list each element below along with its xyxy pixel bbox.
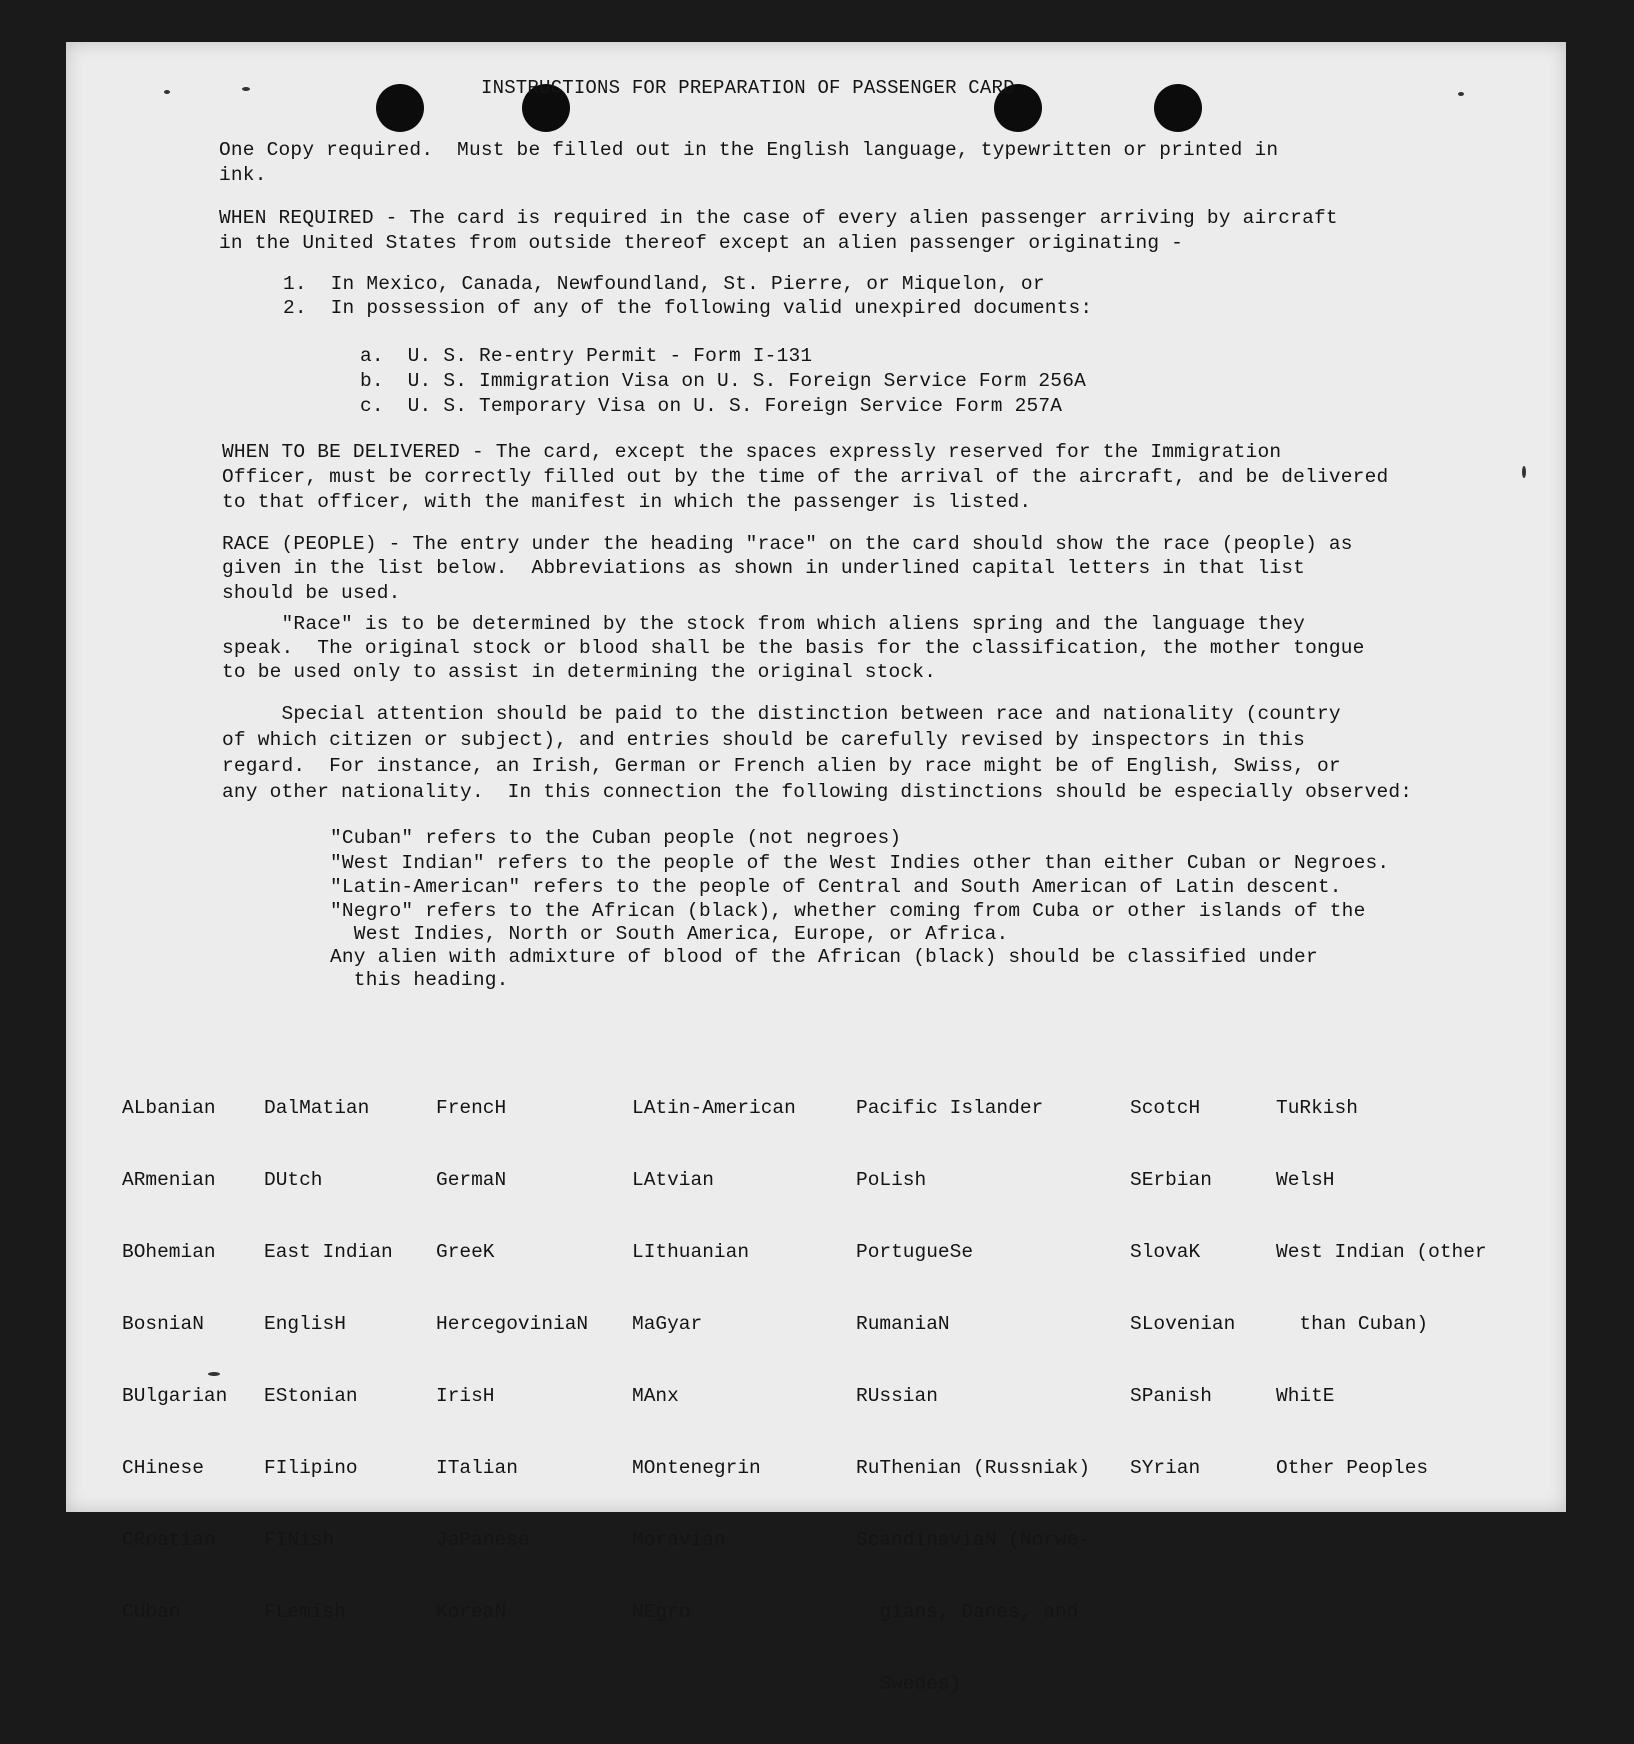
race-entry: SPanish [1130,1385,1212,1407]
race-entry: ARmenian [122,1169,216,1191]
race-entry: LAtin-American [632,1097,796,1119]
distinction-line: Any alien with admixture of blood of the African (black) should be classified under [330,946,1318,968]
race-entry: JaPanese [436,1529,530,1551]
race-entry: gians, Danes, and [856,1601,1079,1623]
document-item: a. U. S. Re-entry Permit - Form I-131 [360,345,813,367]
intro-line: One Copy required. Must be filled out in the English language, typewritten or printed in [219,139,1279,161]
ink-speck [242,87,250,91]
race-entry: SlovaK [1130,1241,1201,1263]
intro-line: ink. [219,164,267,186]
distinction-line: "Negro" refers to the African (black), whether coming from Cuba or other islands of the [330,900,1366,922]
race-entry: BosniaN [122,1313,204,1335]
ink-speck [164,90,170,94]
race-entry: Moravian [632,1529,726,1551]
race-line: RACE (PEOPLE) - The entry under the heading "race" on the card should show the race (people) as [222,533,1353,555]
race-entry: SErbian [1130,1169,1212,1191]
race-entry: RuThenian (Russniak) [856,1457,1091,1479]
race-entry: Pacific Islander [856,1097,1044,1119]
race-line: given in the list below. Abbreviations as shown in underlined capital letters in that list [222,557,1306,579]
race-paragraph-line: speak. The original stock or blood shall be the basis for the classification, the mother tongue [222,637,1365,659]
document-item: b. U. S. Immigration Visa on U. S. Foreign Service Form 256A [360,370,1087,392]
distinction-paragraph-line: regard. For instance, an Irish, German or French alien by race might be of English, Swiss, or [222,755,1341,777]
race-entry: GermaN [436,1169,507,1191]
punch-hole-4 [1154,84,1202,132]
race-entry: LIthuanian [632,1241,750,1263]
race-entry: SYrian [1130,1457,1201,1479]
race-entry: DalMatian [264,1097,370,1119]
race-entry: FrencH [436,1097,507,1119]
when-required-line: in the United States from outside thereof except an alien passenger originating - [219,232,1184,254]
race-entry: West Indian (other [1276,1241,1487,1263]
race-list-column-2 [264,1048,393,1672]
distinction-line: "Latin-American" refers to the people of Central and South American of Latin descent. [330,876,1342,898]
race-entry: MaGyar [632,1313,703,1335]
race-entry: IrisH [436,1385,495,1407]
origin-item: 1. In Mexico, Canada, Newfoundland, St. Pierre, or Miquelon, or [283,273,1045,295]
race-entry: PortugueSe [856,1241,974,1263]
race-entry: TuRkish [1276,1097,1358,1119]
distinction-line: West Indies, North or South America, Europe, or Africa. [330,923,1009,945]
punch-hole-1 [376,84,424,132]
distinction-paragraph-line: any other nationality. In this connection the following distinctions should be especially observed: [222,781,1413,803]
when-delivered-line: Officer, must be correctly filled out by the time of the arrival of the aircraft, and be delivered [222,466,1389,488]
race-entry: GreeK [436,1241,495,1263]
document-title: INSTRUCTIONS FOR PREPARATION OF PASSENGER CARD [481,77,1015,99]
race-entry: MOntenegrin [632,1457,761,1479]
origin-item: 2. In possession of any of the following valid unexpired documents: [283,297,1093,319]
race-entry: CRoatian [122,1529,216,1551]
when-delivered-line: WHEN TO BE DELIVERED - The card, except the spaces expressly reserved for the Immigration [222,441,1282,463]
race-entry: BOhemian [122,1241,216,1263]
race-entry: HercegoviniaN [436,1313,589,1335]
distinction-paragraph-line: of which citizen or subject), and entries should be carefully revised by inspectors in this [222,729,1306,751]
distinction-line: "Cuban" refers to the Cuban people (not negroes) [330,827,902,849]
race-entry: NEgro [632,1601,691,1623]
race-entry: WelsH [1276,1169,1335,1191]
when-required-line: WHEN REQUIRED - The card is required in the case of every alien passenger arriving by aircraft [219,207,1338,229]
distinction-paragraph-line: Special attention should be paid to the distinction between race and nationality (country [222,703,1341,725]
race-entry: WhitE [1276,1385,1335,1407]
race-entry: FINish [264,1529,335,1551]
race-entry: DUtch [264,1169,323,1191]
race-entry: than Cuban) [1276,1313,1429,1335]
document-page [66,42,1566,1695]
race-entry: EStonian [264,1385,358,1407]
race-entry: MAnx [632,1385,679,1407]
distinction-line: this heading. [330,969,509,991]
race-entry: EnglisH [264,1313,346,1335]
race-entry: FLemish [264,1601,346,1623]
race-entry: PoLish [856,1169,927,1191]
race-entry: RUssian [856,1385,938,1407]
race-entry: SLovenian [1130,1313,1236,1335]
race-entry: East Indian [264,1241,393,1263]
race-line: should be used. [222,582,401,604]
race-entry: ScotcH [1130,1097,1201,1119]
distinction-line: "West Indian" refers to the people of the West Indies other than either Cuban or Negroes. [330,852,1390,874]
document-item: c. U. S. Temporary Visa on U. S. Foreign Service Form 257A [360,395,1063,417]
race-list-column-4 [632,1048,796,1672]
race-paragraph-line: "Race" is to be determined by the stock from which aliens spring and the language they [222,613,1306,635]
ink-speck [1522,466,1526,478]
race-entry: LAtvian [632,1169,714,1191]
race-entry: CUban [122,1601,181,1623]
race-entry: ITalian [436,1457,518,1479]
race-list-column-6 [1130,1048,1235,1528]
race-entry: ScandinaviaN (Norwe- [856,1529,1091,1551]
race-list-column-1 [122,1048,227,1672]
race-paragraph-line: to be used only to assist in determining the original stock. [222,661,937,683]
race-entry: BUlgarian [122,1385,228,1407]
race-entry: Other Peoples [1276,1457,1429,1479]
race-list-column-7 [1276,1048,1487,1528]
race-entry: CHinese [122,1457,204,1479]
race-list-column-5 [856,1048,1090,1744]
when-delivered-line: to that officer, with the manifest in which the passenger is listed. [222,491,1032,513]
race-entry: FIlipino [264,1457,358,1479]
race-entry: KoreaN [436,1601,507,1623]
race-list-column-3 [436,1048,588,1672]
race-entry: RumaniaN [856,1313,950,1335]
race-entry: ALbanian [122,1097,216,1119]
race-entry: Swedes) [856,1673,962,1695]
ink-speck [1458,92,1464,96]
